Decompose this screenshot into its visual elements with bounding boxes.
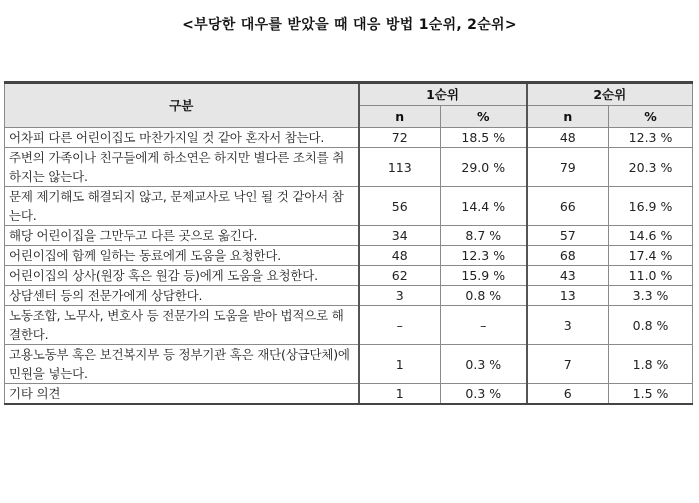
- rank2-pct: 1.5 %: [609, 384, 693, 405]
- rank2-pct: 20.3 %: [609, 148, 693, 187]
- table-row: [5, 384, 693, 405]
- rank2-pct: 14.6 %: [609, 226, 693, 246]
- rank1-n: 62: [359, 266, 441, 286]
- response-table: [4, 81, 693, 405]
- rank1-pct: 15.9 %: [441, 266, 527, 286]
- table-title: <부당한 대우를 받았을 때 대응 방법 1순위, 2순위>: [182, 17, 517, 33]
- rank1-pct: –: [441, 306, 527, 345]
- rank2-n: 43: [527, 266, 609, 286]
- table-row: [5, 345, 693, 384]
- rank1-pct: 12.3 %: [441, 246, 527, 266]
- row-label: 어린이집에 함께 일하는 동료에게 도움을 요청한다.: [5, 246, 359, 266]
- rank2-n: 13: [527, 286, 609, 306]
- row-label: 어린이집의 상사(원장 혹은 원감 등)에게 도움을 요청한다.: [5, 266, 359, 286]
- header-rank2-n: n: [527, 106, 609, 128]
- rank2-pct: 12.3 %: [609, 128, 693, 148]
- row-label: 기타 의견: [5, 384, 359, 405]
- rank2-pct: 11.0 %: [609, 266, 693, 286]
- rank1-pct: 14.4 %: [441, 187, 527, 226]
- row-label: 주변의 가족이나 친구들에게 하소연은 하지만 별다른 조치를 취하지는 않는다.: [5, 148, 359, 187]
- header-category: 구분: [5, 83, 359, 128]
- header-rank2-pct: %: [609, 106, 693, 128]
- rank1-pct: 0.3 %: [441, 384, 527, 405]
- rank2-n: 7: [527, 345, 609, 384]
- table-row: [5, 128, 693, 148]
- table-row: [5, 148, 693, 187]
- header-rank1-pct: %: [441, 106, 527, 128]
- rank2-n: 66: [527, 187, 609, 226]
- rank2-pct: 17.4 %: [609, 246, 693, 266]
- row-label: 노동조합, 노무사, 변호사 등 전문가의 도움을 받아 법적으로 해결한다.: [5, 306, 359, 345]
- header-rank1-n: n: [359, 106, 441, 128]
- table-row: [5, 306, 693, 345]
- rank1-pct: 0.3 %: [441, 345, 527, 384]
- rank1-pct: 29.0 %: [441, 148, 527, 187]
- rank2-pct: 3.3 %: [609, 286, 693, 306]
- rank2-n: 48: [527, 128, 609, 148]
- rank2-pct: 0.8 %: [609, 306, 693, 345]
- rank2-n: 3: [527, 306, 609, 345]
- row-label: 문제 제기해도 해결되지 않고, 문제교사로 낙인 될 것 같아서 참는다.: [5, 187, 359, 226]
- table-row: [5, 266, 693, 286]
- rank2-n: 79: [527, 148, 609, 187]
- header-rank2: 2순위: [527, 83, 693, 106]
- rank1-n: –: [359, 306, 441, 345]
- rank1-n: 48: [359, 246, 441, 266]
- rank1-n: 72: [359, 128, 441, 148]
- row-label: 해당 어린이집을 그만두고 다른 곳으로 옮긴다.: [5, 226, 359, 246]
- rank1-pct: 18.5 %: [441, 128, 527, 148]
- row-label: 고용노동부 혹은 보건복지부 등 정부기관 혹은 재단(상급단체)에 민원을 넣는다.: [5, 345, 359, 384]
- row-label: 어차피 다른 어린이집도 마찬가지일 것 같아 혼자서 참는다.: [5, 128, 359, 148]
- rank1-n: 1: [359, 345, 441, 384]
- rank2-pct: 16.9 %: [609, 187, 693, 226]
- table-row: [5, 246, 693, 266]
- rank1-n: 3: [359, 286, 441, 306]
- rank1-n: 113: [359, 148, 441, 187]
- table-row: [5, 187, 693, 226]
- rank1-n: 56: [359, 187, 441, 226]
- rank2-n: 6: [527, 384, 609, 405]
- row-label: 상담센터 등의 전문가에게 상담한다.: [5, 286, 359, 306]
- rank2-n: 57: [527, 226, 609, 246]
- header-rank1: 1순위: [359, 83, 527, 106]
- table-row: [5, 226, 693, 246]
- rank2-pct: 1.8 %: [609, 345, 693, 384]
- rank1-n: 1: [359, 384, 441, 405]
- rank2-n: 68: [527, 246, 609, 266]
- table-row: [5, 286, 693, 306]
- rank1-n: 34: [359, 226, 441, 246]
- rank1-pct: 0.8 %: [441, 286, 527, 306]
- rank1-pct: 8.7 %: [441, 226, 527, 246]
